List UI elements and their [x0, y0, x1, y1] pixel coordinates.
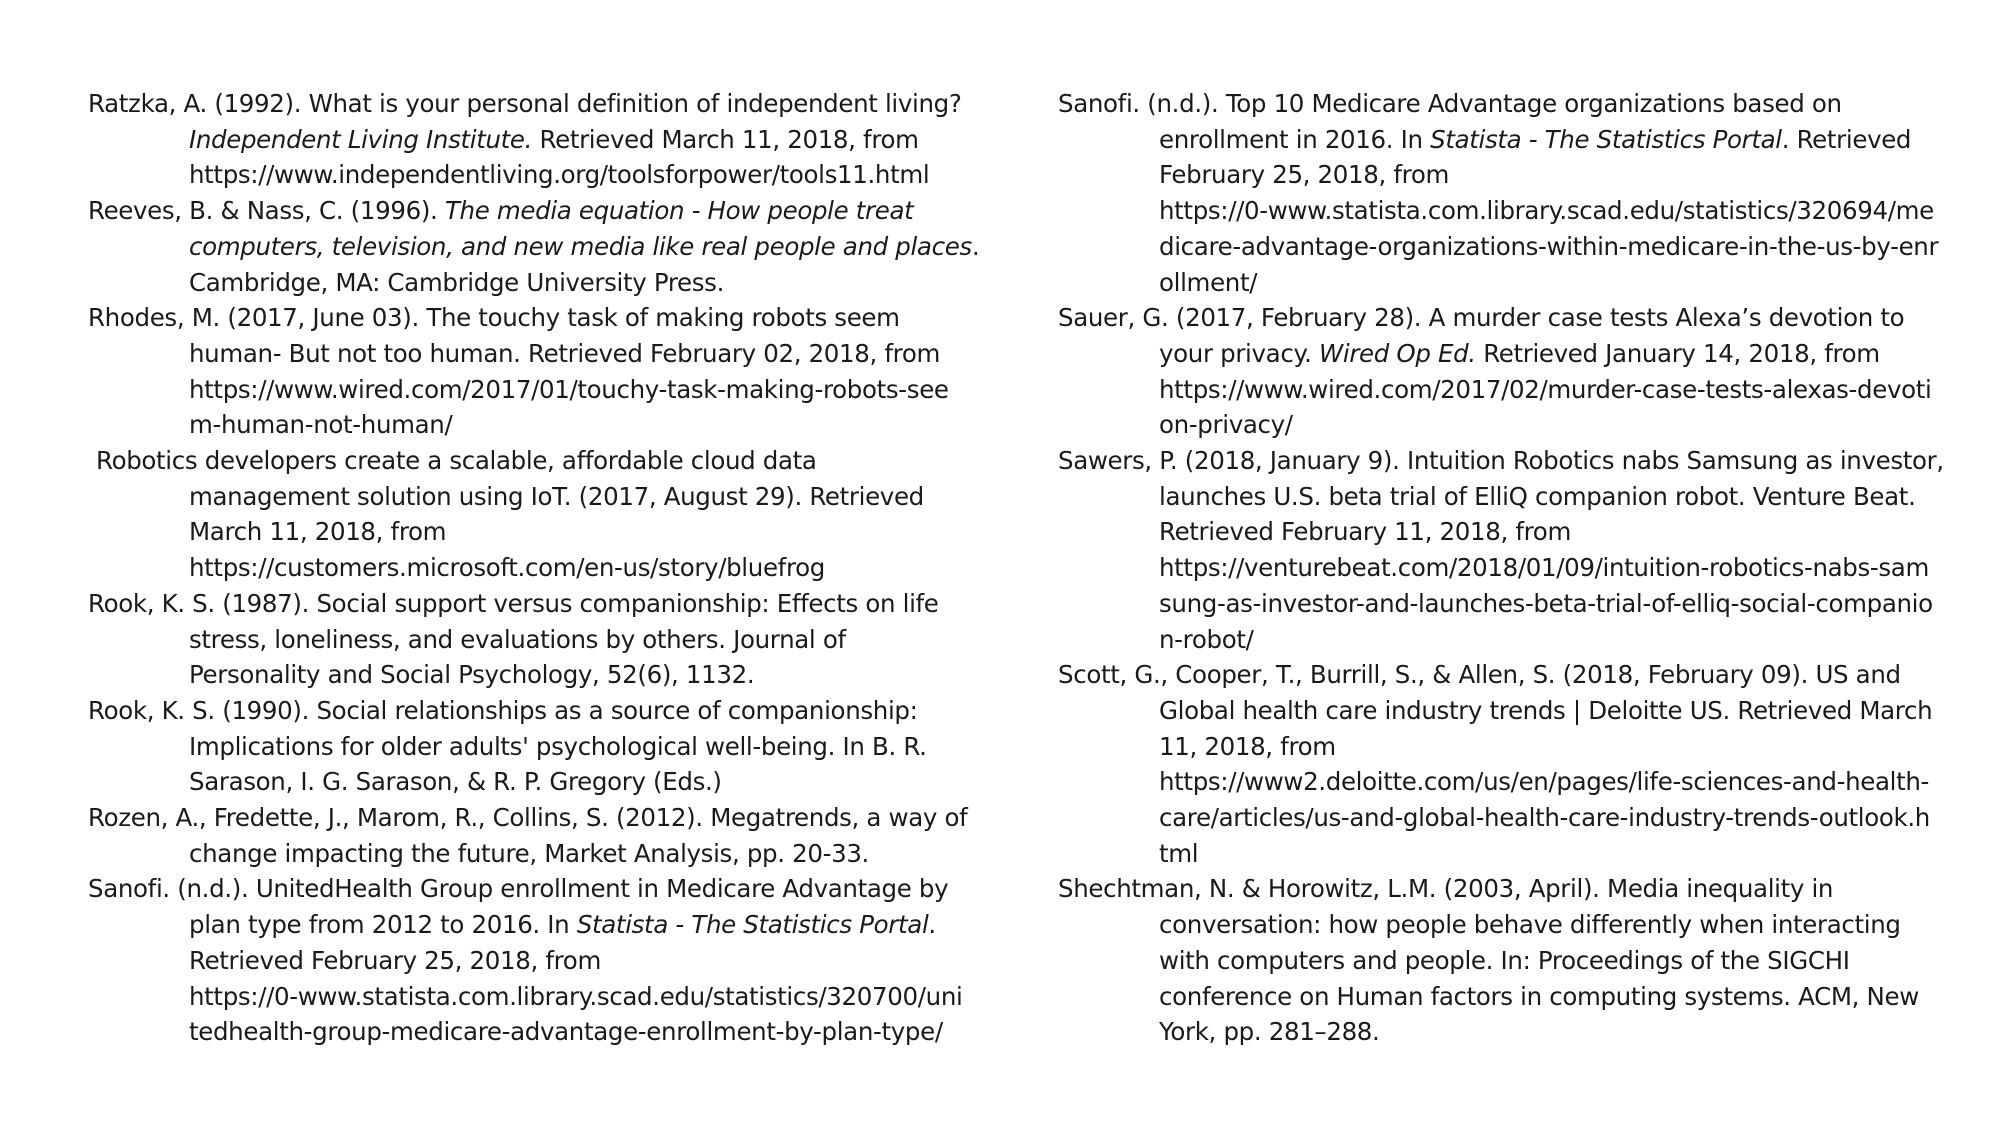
reference-text: . Retrieved	[1781, 124, 1912, 154]
reference-line	[1058, 1014, 1938, 1050]
reference-line	[1058, 729, 1938, 765]
reference-line	[88, 193, 968, 229]
reference-text: Rozen, A., Fredette, J., Marom, R., Collins, S. (2012). Megatrends, a way of	[88, 803, 968, 833]
reference-line	[1058, 514, 1938, 550]
reference-line	[1058, 229, 1938, 265]
reference-line	[88, 479, 968, 515]
reference-entry	[88, 443, 968, 586]
reference-text: February 25, 2018, from	[1159, 160, 1449, 190]
reference-line	[88, 443, 968, 479]
reference-line	[1058, 157, 1938, 193]
reference-line	[88, 514, 968, 550]
reference-text: 11, 2018, from	[1159, 731, 1336, 761]
reference-text: https://www.independentliving.org/toolsforpower/tools11.html	[189, 160, 930, 190]
reference-entry	[88, 871, 968, 1050]
reference-italic-text: Independent Living Institute.	[189, 124, 533, 154]
reference-line	[88, 372, 968, 408]
reference-entry	[1058, 443, 1944, 657]
reference-entry	[1058, 657, 1938, 871]
reference-line	[88, 586, 968, 622]
reference-text: March 11, 2018, from	[189, 517, 447, 547]
reference-column-left	[88, 86, 980, 1050]
reference-entry	[1058, 300, 1938, 443]
reference-text: tedhealth-group-medicare-advantage-enrollment-by-plan-type/	[189, 1017, 943, 1047]
reference-text: n-robot/	[1159, 624, 1254, 654]
reference-text: launches U.S. beta trial of ElliQ companion robot. Venture Beat.	[1159, 481, 1916, 511]
reference-line	[88, 1014, 968, 1050]
reference-text: human- But not too human. Retrieved February 02, 2018, from	[189, 338, 941, 368]
reference-entry	[88, 86, 968, 193]
reference-line	[88, 622, 968, 658]
reference-entry	[88, 586, 968, 693]
reference-line	[88, 300, 968, 336]
reference-line	[1058, 550, 1938, 586]
reference-text: management solution using IoT. (2017, August 29). Retrieved	[189, 481, 924, 511]
reference-italic-text: Statista - The Statistics Portal	[1430, 124, 1782, 154]
reference-column-right	[1058, 86, 1944, 1050]
reference-line	[1058, 764, 1938, 800]
reference-line	[1058, 871, 1938, 907]
reference-line	[1058, 479, 1938, 515]
reference-entry	[88, 800, 968, 871]
reference-text: Personality and Social Psychology, 52(6), 1132.	[189, 660, 755, 690]
reference-line	[88, 979, 968, 1015]
reference-line	[1058, 586, 1938, 622]
reference-text: change impacting the future, Market Analysis, pp. 20-33.	[189, 838, 869, 868]
reference-text: .	[928, 910, 936, 940]
reference-text: m-human-not-human/	[189, 410, 453, 440]
reference-text: ollment/	[1159, 267, 1258, 297]
reference-text: Reeves, B. & Nass, C. (1996).	[88, 196, 445, 226]
reference-line	[88, 657, 968, 693]
reference-line	[88, 336, 968, 372]
reference-line	[88, 836, 968, 872]
reference-text: conversation: how people behave differently when interacting	[1159, 910, 1901, 940]
reference-line	[1058, 86, 1938, 122]
reference-entry	[88, 193, 980, 300]
reference-line	[1058, 907, 1938, 943]
reference-line	[1058, 336, 1938, 372]
reference-entry	[88, 300, 968, 443]
reference-italic-text: computers, television, and new media like real people and places	[189, 231, 972, 261]
reference-line	[88, 871, 968, 907]
reference-line	[88, 693, 968, 729]
reference-text: Sawers, P. (2018, January 9). Intuition Robotics nabs Samsung as investor,	[1058, 446, 1944, 476]
reference-text: https://customers.microsoft.com/en-us/story/bluefrog	[189, 553, 825, 583]
reference-text: care/articles/us-and-global-health-care-industry-trends-outlook.h	[1159, 803, 1930, 833]
reference-text: Rook, K. S. (1990). Social relationships as a source of companionship:	[88, 695, 918, 725]
reference-line	[88, 86, 968, 122]
reference-text: Ratzka, A. (1992). What is your personal definition of independent living?	[88, 89, 962, 118]
reference-text: Sauer, G. (2017, February 28). A murder case tests Alexa’s devotion to	[1058, 303, 1905, 333]
reference-text: dicare-advantage-organizations-within-medicare-in-the-us-by-enr	[1159, 231, 1939, 261]
reference-text: enrollment in 2016. In	[1159, 124, 1431, 154]
reference-line	[1058, 300, 1938, 336]
reference-line	[1058, 943, 1938, 979]
reference-line	[88, 550, 968, 586]
reference-line	[1058, 979, 1938, 1015]
reference-line	[1058, 122, 1938, 158]
reference-line	[1058, 407, 1938, 443]
reference-text: with computers and people. In: Proceedings of the SIGCHI	[1159, 945, 1850, 975]
reference-text: Retrieved March 11, 2018, from	[532, 124, 919, 154]
reference-text: https://0-www.statista.com.library.scad.edu/statistics/320700/uni	[189, 981, 963, 1011]
reference-line	[88, 229, 980, 265]
reference-text: stress, loneliness, and evaluations by others. Journal of	[189, 624, 846, 654]
reference-line	[88, 407, 968, 443]
reference-text: Implications for older adults' psychological well-being. In B. R.	[189, 731, 927, 761]
reference-text: Scott, G., Cooper, T., Burrill, S., & Allen, S. (2018, February 09). US and	[1058, 660, 1901, 690]
reference-line	[88, 122, 968, 158]
reference-italic-text: The media equation - How people treat	[444, 196, 914, 226]
reference-line	[88, 265, 968, 301]
reference-line	[1058, 657, 1938, 693]
reference-line	[1058, 836, 1938, 872]
reference-text: tml	[1159, 838, 1199, 868]
reference-line	[1058, 265, 1938, 301]
reference-text: Cambridge, MA: Cambridge University Press.	[189, 267, 725, 297]
reference-text: Retrieved February 25, 2018, from	[189, 945, 601, 975]
reference-text: https://www.wired.com/2017/01/touchy-task-making-robots-see	[189, 374, 949, 404]
reference-line	[88, 764, 968, 800]
reference-text: https://www2.deloitte.com/us/en/pages/life-sciences-and-health-	[1159, 767, 1930, 797]
reference-text: Shechtman, N. & Horowitz, L.M. (2003, April). Media inequality in	[1058, 874, 1834, 904]
reference-text: Sarason, I. G. Sarason, & R. P. Gregory (Eds.)	[189, 767, 722, 797]
reference-text: Retrieved February 11, 2018, from	[1159, 517, 1571, 547]
reference-text: sung-as-investor-and-launches-beta-trial-of-elliq-social-companio	[1159, 588, 1933, 618]
reference-text: York, pp. 281–288.	[1159, 1017, 1380, 1047]
reference-text: Rhodes, M. (2017, June 03). The touchy task of making robots seem	[88, 303, 900, 333]
reference-line	[88, 800, 968, 836]
reference-text: https://0-www.statista.com.library.scad.edu/statistics/320694/me	[1159, 196, 1934, 226]
reference-italic-text: Statista - The Statistics Portal	[576, 910, 929, 940]
reference-text: plan type from 2012 to 2016. In	[189, 910, 577, 940]
reference-line	[1058, 622, 1938, 658]
reference-text: Rook, K. S. (1987). Social support versus companionship: Effects on life	[88, 588, 939, 618]
reference-line	[1058, 800, 1938, 836]
reference-text: your privacy.	[1159, 338, 1319, 368]
reference-text: Sanofi. (n.d.). Top 10 Medicare Advantage organizations based on	[1058, 89, 1842, 118]
reference-text: Global health care industry trends | Deloitte US. Retrieved March	[1159, 695, 1933, 725]
reference-italic-text: Wired Op Ed.	[1318, 338, 1476, 368]
reference-line	[1058, 693, 1938, 729]
reference-text: https://www.wired.com/2017/02/murder-case-tests-alexas-devoti	[1159, 374, 1932, 404]
reference-line	[1058, 372, 1938, 408]
reference-line	[88, 157, 968, 193]
reference-text: Sanofi. (n.d.). UnitedHealth Group enrollment in Medicare Advantage by	[88, 874, 949, 904]
reference-line	[88, 907, 968, 943]
reference-entry	[88, 693, 968, 800]
reference-entry	[1058, 86, 1938, 300]
reference-entry	[1058, 871, 1938, 1050]
reference-text: .	[971, 231, 980, 261]
reference-text: Retrieved January 14, 2018, from	[1475, 338, 1880, 368]
reference-text: conference on Human factors in computing systems. ACM, New	[1159, 981, 1919, 1011]
reference-line	[1058, 443, 1944, 479]
reference-line	[88, 729, 968, 765]
reference-text: on-privacy/	[1159, 410, 1293, 440]
reference-text: Robotics developers create a scalable, affordable cloud data	[96, 446, 817, 476]
reference-line	[1058, 193, 1938, 229]
reference-text: https://venturebeat.com/2018/01/09/intuition-robotics-nabs-sam	[1159, 553, 1929, 583]
reference-line	[88, 943, 968, 979]
